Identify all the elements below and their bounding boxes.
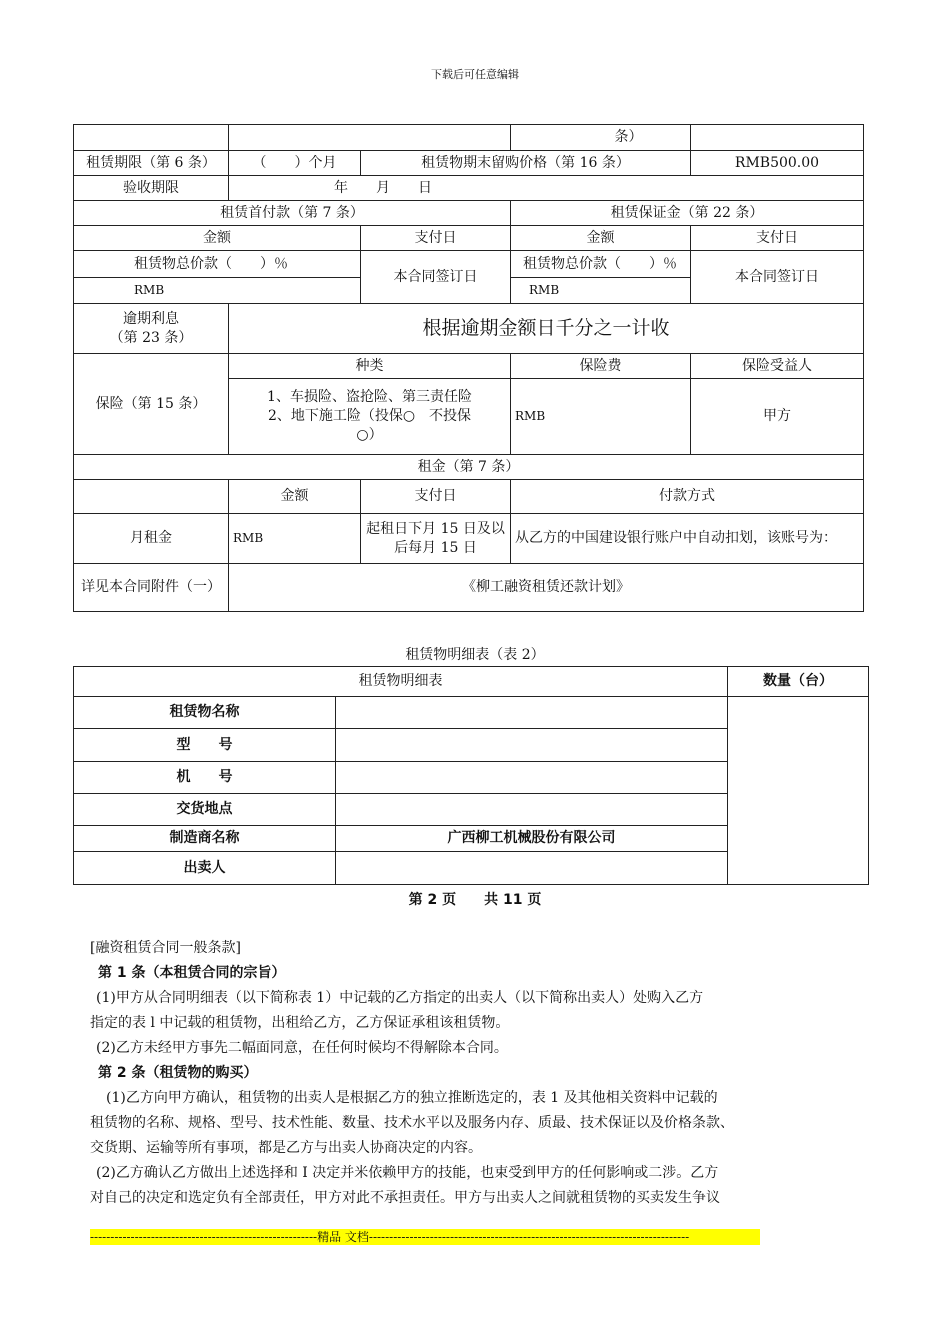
footer-banner xyxy=(90,1229,760,1245)
overdue-label-line2: （第 23 条） xyxy=(109,329,193,346)
rent-date-header: 支付日 xyxy=(361,480,511,514)
article-2-title: 第 2 条（租赁物的购买） xyxy=(98,1065,258,1081)
deposit-date-header: 支付日 xyxy=(691,226,864,251)
article-1-para-2: (2)乙方未经甲方事先二幅面同意，在任何时候均不得解除本合同。 xyxy=(96,1040,508,1056)
article-1-para-1b: 指定的表 l 中记载的租赁物，出租给乙方，乙方保证承租该租赁物。 xyxy=(90,1015,510,1031)
deposit-pct: 租赁物总价款（ ）％ xyxy=(511,251,690,278)
rent-method-header: 付款方式 xyxy=(511,480,864,514)
item-name-label: 租赁物名称 xyxy=(74,697,336,729)
article-2-para-1b: 租赁物的名称、规格、型号、技术性能、数量、技术水平以及服务内存、质最、技术保证以及价格条款、 xyxy=(90,1115,734,1131)
delivery-place-value xyxy=(336,794,728,826)
down-payment-pct: 租赁物总价款（ ）％ xyxy=(74,251,360,278)
down-payment-date-header: 支付日 xyxy=(361,226,511,251)
monthly-rent-label: 月租金 xyxy=(74,514,229,564)
top-row-cell-1 xyxy=(74,125,229,151)
model-label: 型 号 xyxy=(74,729,336,762)
detail-table-header: 租赁物明细表 xyxy=(74,667,728,697)
residual-price-label: 租赁物期末留购价格（第 16 条） xyxy=(361,151,691,176)
manufacturer-value: 广西柳工机械股份有限公司 xyxy=(336,826,728,852)
top-row-cell-3: 条） xyxy=(511,125,691,151)
attachment-label: 详见本合同附件（一） xyxy=(74,564,229,612)
section-title: [融资租赁合同一般条款] xyxy=(90,940,241,956)
insurance-fee-header: 保险费 xyxy=(511,354,691,379)
insurance-type-header: 种类 xyxy=(229,354,511,379)
down-payment-rmb: RMB xyxy=(134,283,165,297)
overdue-interest-value: 根据逾期金额日千分之一计收 xyxy=(229,304,864,354)
article-2-para-2b: 对自己的决定和选定负有全部责任，甲方对此不承担责任。甲方与出卖人之间就租赁物的买卖发生争议 xyxy=(90,1190,720,1206)
down-payment-date: 本合同签订日 xyxy=(361,251,511,304)
down-payment-amount-header: 金额 xyxy=(74,226,361,251)
general-terms xyxy=(90,936,870,1211)
detail-table-title: 租赁物明细表（表 2） xyxy=(405,647,545,663)
insurance-beneficiary-value: 甲方 xyxy=(691,379,864,455)
footer-label: 精品 文档 xyxy=(317,1230,369,1244)
machine-no-label: 机 号 xyxy=(74,762,336,794)
seller-value xyxy=(336,852,728,885)
insurance-type-line3: ○） xyxy=(356,426,383,443)
article-1-para-1a: (1)甲方从合同明细表（以下简称表 1）中记载的乙方指定的出卖人（以下简称出卖人）处购入乙方 xyxy=(96,990,704,1006)
monthly-rent-date: 起租日下月 15 日及以后每月 15 日 xyxy=(361,514,511,564)
machine-no-value xyxy=(336,762,728,794)
delivery-place-label: 交货地点 xyxy=(74,794,336,826)
rent-amount-header: 金额 xyxy=(229,480,361,514)
lease-term-label: 租赁期限（第 6 条） xyxy=(74,151,229,176)
page-number: 第 2 页 共 11 页 xyxy=(408,892,542,908)
quantity-value xyxy=(728,697,869,885)
insurance-label: 保险（第 15 条） xyxy=(74,354,229,455)
overdue-label-line1: 逾期利息 xyxy=(123,310,179,327)
footer-dashes-left: -------------------------------------------------------- xyxy=(90,1230,318,1244)
attachment-value: 《柳工融资租赁还款计划》 xyxy=(229,564,864,612)
monthly-rent-method: 从乙方的中国建设银行账户中自动扣划，该账号为： xyxy=(511,514,864,564)
article-2-para-1a: (1)乙方向甲方确认，租赁物的出卖人是根据乙方的独立推断选定的，表 1 及其他相关资料中记载的 xyxy=(106,1090,718,1106)
deposit-header: 租赁保证金（第 22 条） xyxy=(511,201,864,226)
insurance-type-line2: 2、地下施工险（投保○ 不投保 xyxy=(267,408,472,425)
insurance-type-line1: 1、车损险、盗抢险、第三责任险 xyxy=(267,389,472,406)
deposit-amount-header: 金额 xyxy=(511,226,691,251)
article-1-title: 第 1 条（本租赁合同的宗旨） xyxy=(98,965,286,981)
manufacturer-label: 制造商名称 xyxy=(74,826,336,852)
insurance-beneficiary-header: 保险受益人 xyxy=(691,354,864,379)
quantity-header: 数量（台） xyxy=(728,667,869,697)
top-row-cell-2 xyxy=(229,125,511,151)
acceptance-value: 年 月 日 xyxy=(229,176,864,201)
model-value xyxy=(336,729,728,762)
contract-terms-table xyxy=(73,124,864,612)
monthly-rent-amount: RMB xyxy=(229,514,361,564)
article-2-para-1c: 交货期、运输等所有事项，都是乙方与出卖人协商决定的内容。 xyxy=(90,1140,482,1156)
footer-dashes-right: ------------------------------------------------------------------------------- xyxy=(368,1230,690,1244)
article-2-para-2a: (2)乙方确认乙方做出上述选择和 I 决定并米依赖甲方的技能，也束受到甲方的任何影响或二涉。乙方 xyxy=(96,1165,719,1181)
editable-note: 下载后可任意编辑 xyxy=(431,68,519,81)
residual-price-value: RMB500.00 xyxy=(691,151,864,176)
rent-header: 租金（第 7 条） xyxy=(74,455,864,480)
insurance-fee-value: RMB xyxy=(511,379,691,455)
overdue-label xyxy=(74,304,229,354)
acceptance-label: 验收期限 xyxy=(74,176,229,201)
deposit-rmb: RMB xyxy=(529,283,560,297)
rent-blank-cell xyxy=(74,480,229,514)
seller-label: 出卖人 xyxy=(74,852,336,885)
leased-items-table xyxy=(73,666,869,885)
down-payment-header: 租赁首付款（第 7 条） xyxy=(74,201,511,226)
deposit-date: 本合同签订日 xyxy=(691,251,864,304)
top-row-cell-4 xyxy=(691,125,864,151)
lease-term-value: （ ）个月 xyxy=(229,151,361,176)
item-name-value xyxy=(336,697,728,729)
